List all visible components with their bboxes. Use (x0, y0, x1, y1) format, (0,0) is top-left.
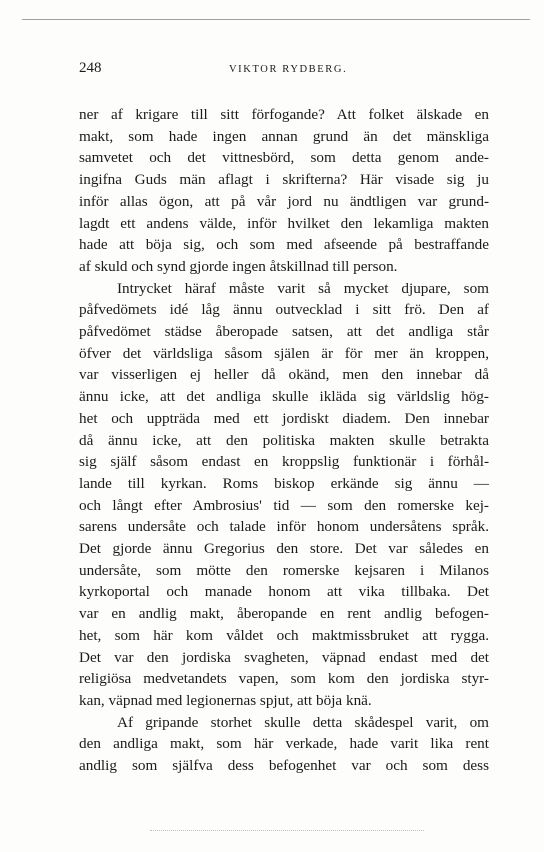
text-line: ner af krigare till sitt förfogande? Att folket älskade en (79, 106, 489, 123)
running-head: VIKTOR RYDBERG. (229, 64, 348, 75)
text-line: samvetet och det vittnesbörd, som detta genom ande- (79, 149, 489, 167)
text-line: andlig som själfva dess befogenhet var och som dess (79, 757, 489, 775)
text-line: sarens undersåte och talade inför honom undersåtens språk. (79, 518, 489, 536)
paragraph (79, 712, 489, 777)
paragraph (79, 278, 489, 712)
text-line: Det gjorde ännu Gregorius den store. Det var således en (79, 540, 489, 558)
top-rule (22, 19, 530, 20)
text-line: Det var den jordiska svagheten, väpnad endast med det (79, 648, 489, 666)
text-line: makt, som hade ingen annan grund än det mänskliga (79, 127, 489, 145)
text-line: lagdt ett andens välde, inför hvilket den lekamliga makten (79, 214, 489, 232)
text-line: sig själf såsom endast en kroppslig funktionär i förhål- (79, 453, 489, 471)
text-line: den andliga makt, som här verkade, hade varit lika rent (79, 735, 489, 753)
text-line: hade att böja sig, och som med afseende på bestraffande (79, 236, 489, 254)
text-line: Intrycket häraf måste varit så mycket djupare, som (117, 279, 489, 297)
text-line: påfvedömets idé låg ännu outvecklad i sitt frö. Den af (79, 301, 489, 319)
paragraph (79, 104, 489, 278)
text-line: het och uppträda med ett jordiskt diadem. Den innebar (79, 409, 489, 427)
page-header (79, 60, 494, 82)
text-line: då ännu icke, att den politiska makten skulle betrakta (79, 431, 489, 449)
text-line: påfvedömet städse åberopade satsen, att det andliga står (79, 323, 489, 341)
text-line: kan, väpnad med legionernas spjut, att böja knä. (79, 691, 372, 709)
text-line: lande till kyrkan. Roms biskop erkände sig ännu — (79, 474, 489, 492)
text-line: het, som här kom våldet och maktmissbruket att rygga. (79, 626, 489, 644)
text-line: kyrkoportal och manade honom att vika tillbaka. Det (79, 583, 489, 601)
bottom-rule (150, 830, 424, 831)
text-line: var visserligen ej heller då okänd, men den innebar då (79, 366, 489, 384)
text-line: ännu icke, att det andliga skulle ikläda sig världslig hög- (79, 388, 489, 406)
text-line: religiösa medvetandets vapen, som kom den jordiska styr- (79, 670, 489, 688)
text-line: undersåte, som mötte den romerske kejsaren i Milanos (79, 561, 489, 579)
text-line: öfver det världsliga såsom själen är för mer än kroppen, (79, 344, 489, 362)
text-line: Af gripande storhet skulle detta skådespel varit, om (117, 713, 489, 731)
text-line: ingifna Guds män aflagt i skrifterna? Här visade sig ju (79, 171, 489, 189)
text-line: och långt efter Ambrosius' tid — som den romerske kej- (79, 496, 489, 514)
page-number: 248 (79, 60, 102, 76)
body-text (79, 104, 489, 777)
text-line: var en andlig makt, åberopande en rent andlig befogen- (79, 605, 489, 623)
text-line: inför allas ögon, att på vår jord nu ändtligen var grund- (79, 192, 489, 210)
text-line: af skuld och synd gjorde ingen åtskillnad till person. (79, 257, 398, 275)
